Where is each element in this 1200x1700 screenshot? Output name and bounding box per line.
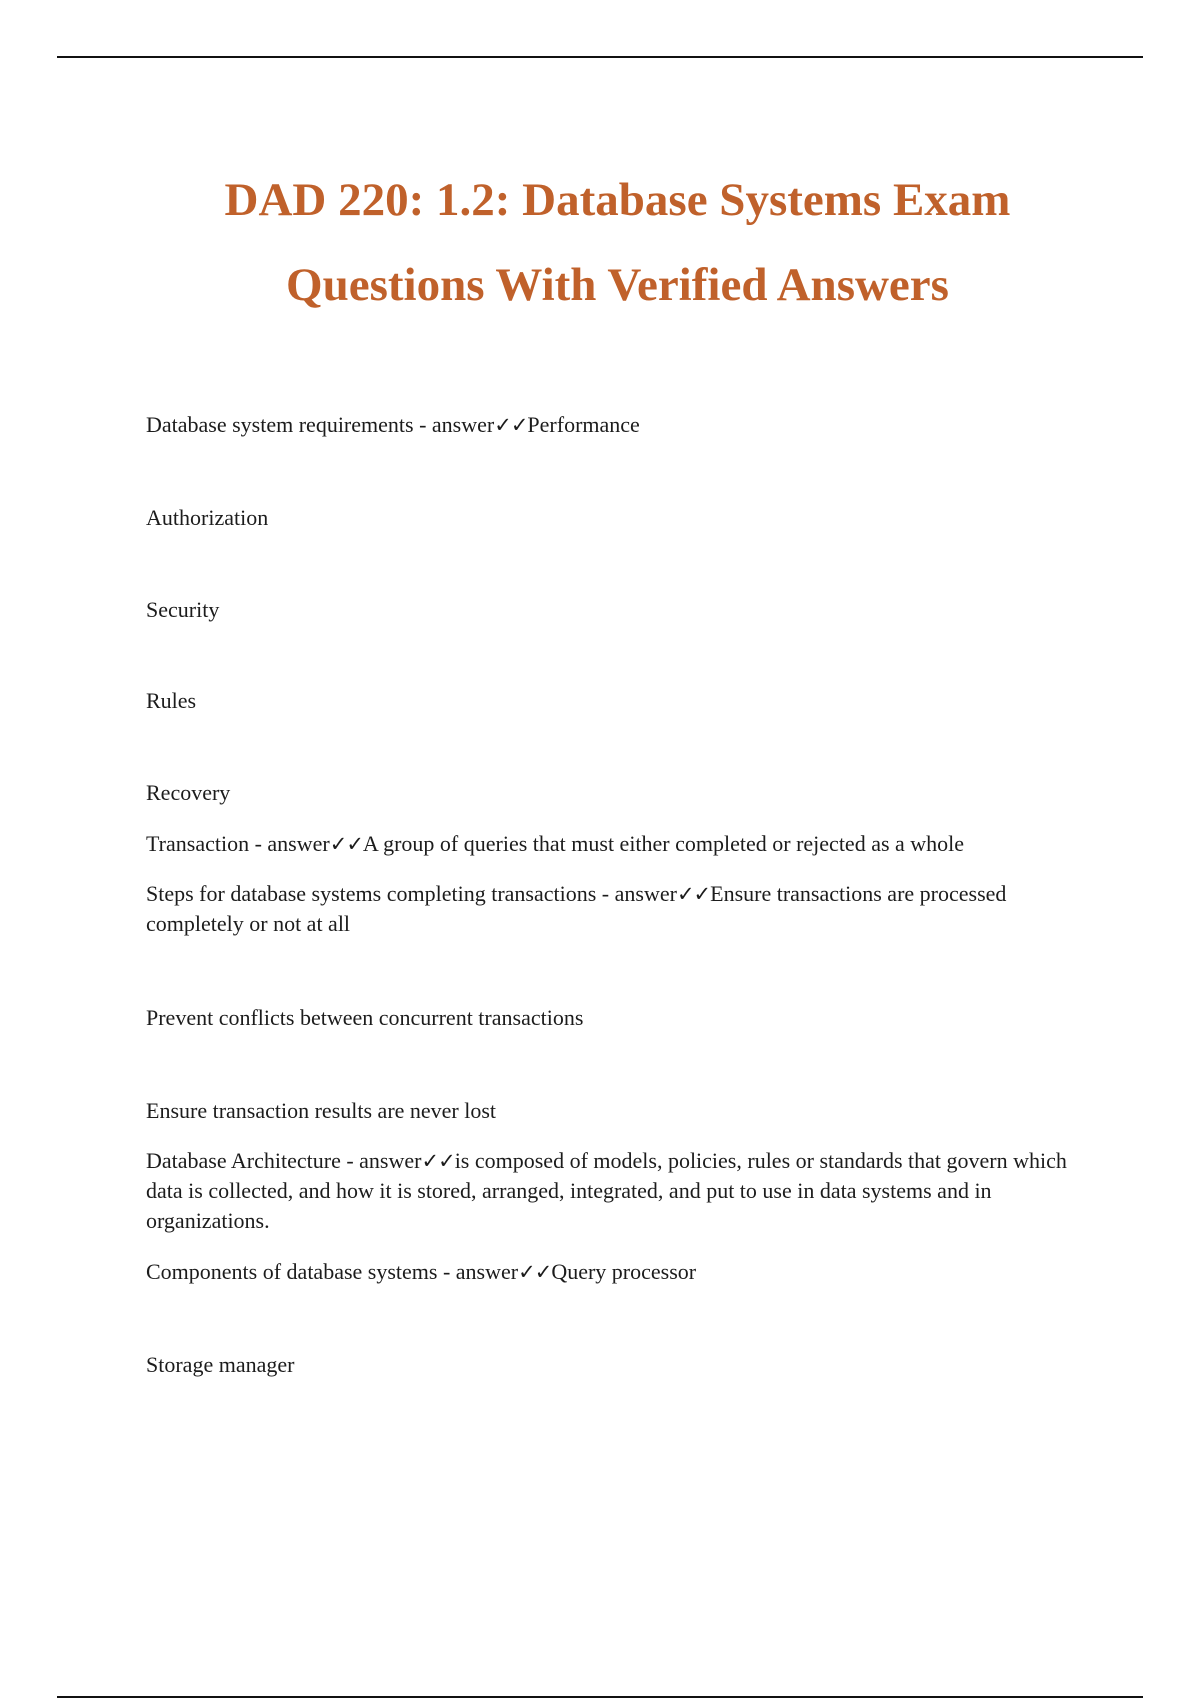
check-marks: ✓✓ — [421, 1149, 455, 1173]
term: Database system requirements - — [146, 412, 432, 437]
list-item-security: Security — [146, 597, 220, 622]
term: Transaction - — [146, 831, 268, 856]
term: Components of database systems - — [146, 1259, 456, 1284]
list-item-recovery: Recovery — [146, 780, 231, 805]
qa-entry-requirements — [146, 410, 1076, 440]
list-item-authorization: Authorization — [146, 505, 269, 530]
term: Steps for database systems completing transactions - — [146, 881, 615, 906]
title-line-1: DAD 220: 1.2: Database Systems Exam — [224, 174, 1011, 226]
check-marks: ✓✓ — [676, 882, 711, 906]
title-line-2: Questions With Verified Answers — [286, 259, 949, 311]
answer-label: answer — [431, 412, 495, 437]
answer-label: answer — [455, 1259, 519, 1284]
answer-label: answer — [267, 831, 330, 856]
answer: Ensure transactions are processed completely or not at all — [146, 881, 1007, 936]
list-item-rules: Rules — [146, 688, 197, 713]
answer-label: answer — [359, 1148, 422, 1173]
check-marks: ✓✓ — [494, 413, 528, 437]
qa-entry-architecture — [146, 1146, 1081, 1236]
qa-entry-components — [146, 1257, 1076, 1287]
answer: Performance — [527, 412, 640, 437]
check-marks: ✓✓ — [329, 832, 363, 856]
answer-label: answer — [614, 881, 677, 906]
list-item-results-never-lost: Ensure transaction results are never lost — [146, 1098, 497, 1123]
top-rule — [57, 56, 1143, 58]
document-title — [0, 158, 1200, 328]
answer: A group of queries that must either completed or rejected as a whole — [362, 831, 965, 856]
check-marks: ✓✓ — [518, 1260, 552, 1284]
bottom-rule — [57, 1696, 1143, 1698]
qa-entry-steps — [146, 879, 1016, 939]
qa-entry-transaction — [146, 829, 1076, 859]
list-item-storage-manager: Storage manager — [146, 1352, 295, 1377]
term: Database Architecture - — [146, 1148, 360, 1173]
list-item-prevent-conflicts: Prevent conflicts between concurrent transactions — [146, 1005, 584, 1030]
answer: Query processor — [551, 1259, 697, 1284]
answer: is composed of models, policies, rules or standards that govern which data is collected, and how it is stored, arranged, integrated, and put to use in data systems and in organizations. — [146, 1148, 1067, 1233]
